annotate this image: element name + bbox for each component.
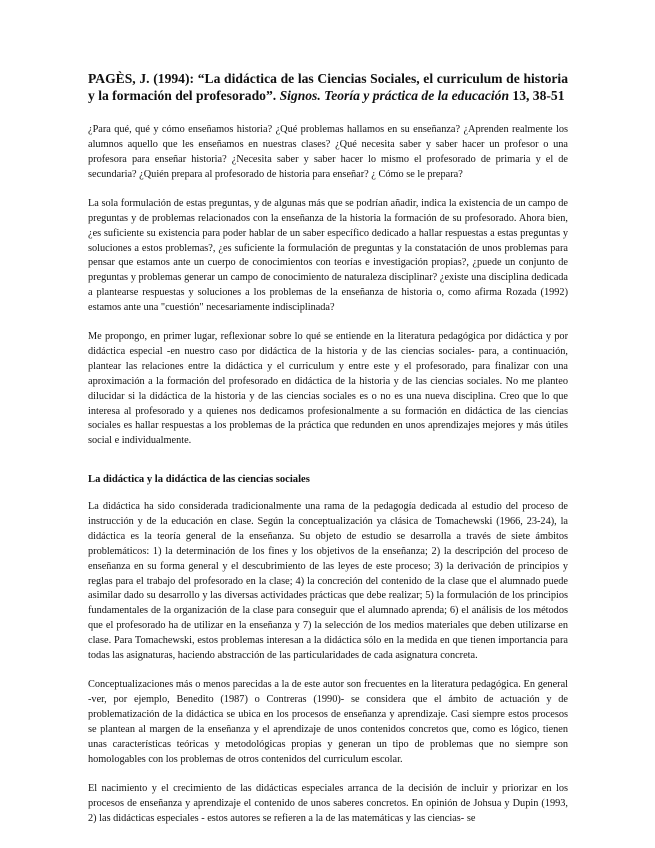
paragraph-conceptualizaciones: Conceptualizaciones más o menos parecidas a la de este autor son frecuentes en la literatura pedagógica. En general -ver, por ejemplo, Benedito (1987) o Contreras (1990)- se considera que el ámbito de actuación y de problematización de la didáctica se ubica en los procesos de enseñanza y aprendizaje. Casi siempre estos procesos se plantean al margen de la enseñanza y el aprendizaje de unos contenidos concretos que, como es lógico, tienen unas características teóricas y metodológicas propias y generan un tipo de problemas que no siempre son homologables con los problemas de otros contenidos del curriculum escolar. [88, 679, 568, 765]
paragraph-didactica: La didáctica ha sido considerada tradicionalmente una rama de la pedagogía dedicada al estudio del proceso de instrucción y de la educación en clase. Según la conceptualización ya clásica de Tomachewski (1966, 23-24), la didáctica es la teoría general de la enseñanza. Su objeto de estudio se desarrolla a través de siete ámbitos problemáticos: 1) la determinación de los fines y los objetivos de la enseñanza; 2) la descripción del proceso de enseñanza en su forma general y el descubrimiento de las leyes de este proceso; 3) la derivación de principios y reglas para el trabajo del profesorado en la clase; 4) la concreción del contenido de la clase que el alumnado puede asimilar dado su desarrollo y las diversas actividades prácticas que debe realizar; 5) la formulación de los principios fundamentales de la organización de la clase para conseguir que el alumnado aprenda; 6) el análisis de los métodos que el profesorado ha de utilizar en la enseñanza y 7) la selección de los medios materiales que deben utilizarse en clase. Para Tomachewski, estos problemas interesan a la didáctica sólo en la medida en que tienen importancia para todas las asignaturas, haciendo abstracción de las particularidades de cada asignatura concreta. [88, 501, 568, 661]
document-page [88, 70, 568, 841]
volume-pages: 13, 38-51 [509, 88, 565, 103]
paragraph-questions: ¿Para qué, qué y cómo enseñamos historia? ¿Qué problemas hallamos en su enseñanza? ¿Aprenden realmente los alumnos aquello que les enseñamos en nuestras clases? ¿Qué necesita saber y saber hacer un profesor o una profesora para enseñar historia? ¿Necesita saber y saber hacer lo mismo el profesorado de primaria y el de secundaria? ¿Quién prepara al profesorado de historia para enseñar? ¿ Cómo se le prepara? [88, 124, 568, 180]
citation-text: PAGÈS, J. (1994): “La didáctica de las Ciencias Sociales, el curriculum de historia y la formación del profesorado”. [88, 71, 568, 103]
paragraph-nacimiento: El nacimiento y el crecimiento de las didácticas especiales arranca de la decisión de incluir y priorizar en los procesos de enseñanza y aprendizaje el contenido de unos saberes concretos. En opinión de Johsua y Dupin (1993, 2) las didácticas especiales - estos autores se refieren a la de las matemáticas y las ciencias- se [88, 782, 568, 824]
section-heading: La didáctica y la didáctica de las ciencias sociales [88, 474, 310, 486]
paragraph-formulation: La sola formulación de estas preguntas, y de algunas más que se podrían añadir, indica la existencia de un campo de preguntas y de problemas relacionados con la enseñanza de la historia la formación de su profesorado. Ahora bien, ¿es suficiente su existencia para poder hablar de un saber específico dedicado a hallar respuestas a estas preguntas y soluciones a estos problemas?, ¿es suficiente la formulación de preguntas y la constatación de unos problemas para pensar que estamos ante un cuerpo de conocimientos con teorías e investigación propias?, ¿puede un conjunto de preguntas y problemas generar un campo de conocimiento de naturaleza disciplinar? ¿existe una disciplina dedicada a plantearse respuestas y soluciones a los problemas de la enseñanza de historia o, como afirma Rozada (1992) estamos ante una "cuestión" necesariamente indisciplinada? [88, 197, 568, 313]
citation-title [88, 70, 568, 104]
paragraph-purpose: Me propongo, en primer lugar, reflexionar sobre lo qué se entiende en la literatura pedagógica por didáctica y por didáctica especial -en nuestro caso por didáctica de la historia y de las ciencias sociales- para, a continuación, plantear las relaciones entre la didáctica y el curriculum y entre este y el profesorado, para finalizar con una aproximación a la formación del profesorado en didáctica de la historia y de las ciencias sociales. No me planteo dilucidar si la didáctica de la historia y de las ciencias sociales es o no es una nueva disciplina. Creo que lo que interesa al profesorado y a quienes nos dedicamos profesionalmente a su formación en didáctica de las ciencias sociales es hallar respuestas a los problemas de la práctica que redunden en unos aprendizajes mejores y más útiles social e individualmente. [88, 331, 568, 447]
journal-name: Signos. Teoría y práctica de la educación [279, 88, 510, 103]
